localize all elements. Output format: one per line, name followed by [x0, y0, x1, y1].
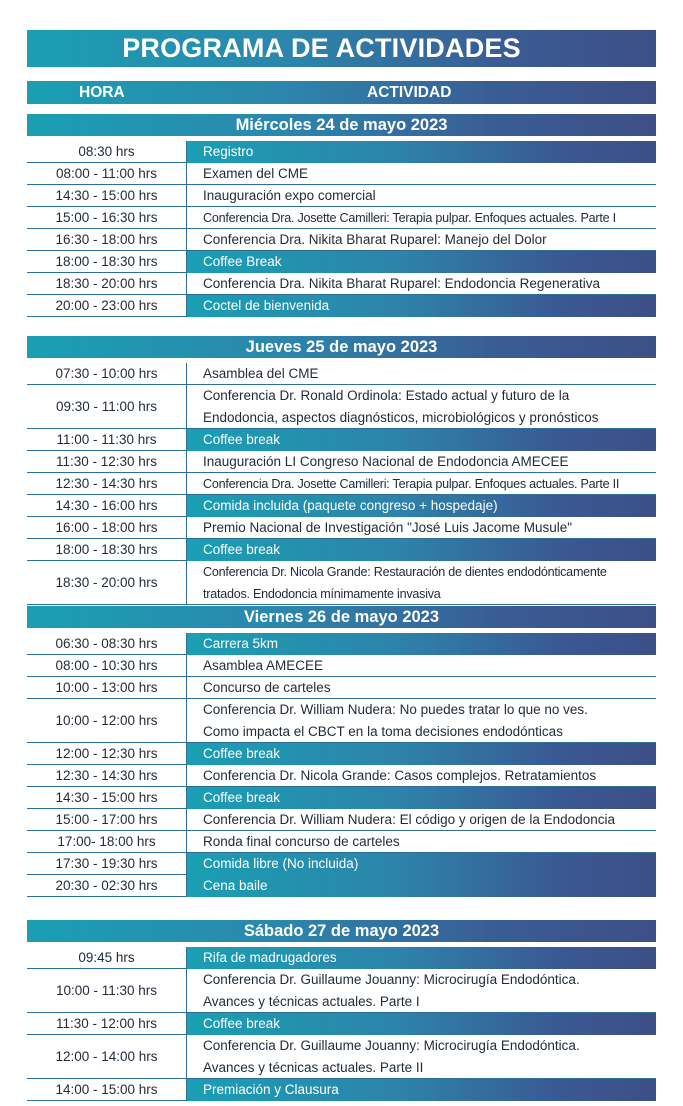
activity-line: Rifa de madrugadores — [203, 950, 337, 965]
row-divider — [27, 604, 656, 605]
schedule-row — [27, 677, 656, 699]
activity-line: Avances y técnicas actuales. Parte II — [203, 1060, 424, 1075]
activity-line: Premio Nacional de Investigación "José Luis Jacome Musule" — [203, 520, 573, 535]
row-time: 12:30 - 14:30 hrs — [55, 476, 158, 491]
row-time: 12:30 - 14:30 hrs — [55, 768, 158, 783]
row-activity-highlight — [186, 875, 656, 897]
activity-line: Conferencia Dr. Nicola Grande: Casos complejos. Retratamientos — [203, 768, 597, 783]
row-activity-highlight — [186, 1079, 656, 1101]
row-time: 18:00 - 18:30 hrs — [55, 542, 158, 557]
activity-line: Premiación y Clausura — [203, 1082, 339, 1097]
schedule-row — [27, 809, 656, 831]
activity-line: Avances y técnicas actuales. Parte I — [203, 994, 420, 1009]
activity-line: Como impacta el CBCT en la toma decisiones endodónticas — [203, 724, 563, 739]
activity-line: Comida libre (No incluida) — [203, 856, 359, 871]
row-divider — [27, 316, 186, 317]
row-activity — [186, 163, 656, 185]
row-time: 11:30 - 12:30 hrs — [55, 454, 158, 469]
row-activity — [186, 677, 656, 699]
schedule-row — [27, 517, 656, 539]
column-header-hora: HORA — [79, 84, 125, 101]
row-time: 07:30 - 10:00 hrs — [55, 366, 158, 381]
activity-line: Conferencia Dr. William Nudera: El código y origen de la Endodoncia — [203, 812, 615, 827]
activity-line: Conferencia Dr. Guillaume Jouanny: Microcirugía Endodóntica. — [203, 1038, 580, 1053]
row-activity-highlight — [186, 495, 656, 517]
schedule-row — [27, 787, 656, 809]
row-activity-highlight — [186, 251, 656, 273]
schedule-row — [27, 831, 656, 853]
row-activity — [186, 451, 656, 473]
row-time: 14:30 - 16:00 hrs — [55, 498, 158, 513]
activity-line: Registro — [203, 144, 254, 159]
row-time: 16:00 - 18:00 hrs — [55, 520, 158, 535]
schedule-row — [27, 561, 656, 605]
activity-line: Cena baile — [203, 878, 268, 893]
row-time: 11:30 - 12:00 hrs — [55, 1016, 158, 1031]
row-time: 08:00 - 10:30 hrs — [55, 658, 158, 673]
schedule-row — [27, 295, 656, 317]
program-title-banner — [27, 30, 656, 67]
schedule-row — [27, 743, 656, 765]
schedule-row — [27, 451, 656, 473]
activity-line: Conferencia Dra. Nikita Bharat Ruparel: Endodoncia Regenerativa — [203, 276, 600, 291]
activity-line: Examen del CME — [203, 166, 309, 181]
row-divider — [27, 896, 186, 897]
row-activity — [186, 517, 656, 539]
schedule-row — [27, 875, 656, 897]
schedule-row — [27, 141, 656, 163]
row-activity-highlight — [186, 947, 656, 969]
row-time: 14:30 - 15:00 hrs — [55, 188, 158, 203]
row-activity — [186, 363, 656, 385]
schedule-row — [27, 633, 656, 655]
activity-line: Carrera 5km — [203, 636, 279, 651]
program-title: PROGRAMA DE ACTIVIDADES — [122, 33, 521, 63]
row-time: 10:00 - 11:30 hrs — [55, 983, 158, 998]
row-time: 20:30 - 02:30 hrs — [55, 878, 158, 893]
row-time: 16:30 - 18:00 hrs — [55, 232, 158, 247]
day-header: Sábado 27 de mayo 2023 — [27, 920, 656, 942]
schedule-row — [27, 1013, 656, 1035]
row-time: 15:00 - 17:00 hrs — [55, 812, 158, 827]
schedule-row — [27, 699, 656, 743]
activity-line: Coffee break — [203, 542, 281, 557]
row-time: 18:30 - 20:00 hrs — [55, 276, 158, 291]
activity-line: Comida incluida (paquete congreso + hospedaje) — [203, 498, 498, 513]
row-activity — [186, 831, 656, 853]
activity-line: Conferencia Dra. Josette Camilleri: Terapia pulpar. Enfoques actuales. Parte I — [203, 211, 616, 225]
row-activity — [186, 473, 656, 495]
schedule-row — [27, 539, 656, 561]
row-time: 08:30 hrs — [78, 144, 135, 159]
row-time: 18:30 - 20:00 hrs — [55, 575, 158, 590]
activity-line: Coffee break — [203, 746, 281, 761]
row-activity — [186, 561, 656, 605]
activity-line: Conferencia Dr. Nicola Grande: Restauración de dientes endodónticamente — [203, 565, 607, 579]
row-time: 06:30 - 08:30 hrs — [55, 636, 158, 651]
row-activity — [186, 655, 656, 677]
schedule-row — [27, 163, 656, 185]
schedule-row — [27, 363, 656, 385]
row-activity — [186, 229, 656, 251]
column-header-actividad: ACTIVIDAD — [367, 84, 452, 101]
row-time: 20:00 - 23:00 hrs — [55, 298, 158, 313]
activity-line: Conferencia Dra. Josette Camilleri: Terapia pulpar. Enfoques actuales. Parte II — [203, 477, 620, 491]
activity-line: Endodoncia, aspectos diagnósticos, microbiológicos y pronósticos — [203, 410, 599, 425]
row-activity — [186, 273, 656, 295]
schedule-row — [27, 185, 656, 207]
row-activity-highlight — [186, 787, 656, 809]
activity-line: Coffee Break — [203, 254, 282, 269]
activity-line: Ronda final concurso de carteles — [203, 834, 400, 849]
column-header-bar — [27, 81, 656, 104]
row-time: 18:00 - 18:30 hrs — [55, 254, 158, 269]
activity-line: Coffee break — [203, 1016, 281, 1031]
day-header: Jueves 25 de mayo 2023 — [27, 336, 656, 358]
row-activity — [186, 385, 656, 429]
row-activity — [186, 809, 656, 831]
row-activity — [186, 1035, 656, 1079]
row-time: 14:00 - 15:00 hrs — [55, 1082, 158, 1097]
activity-line: tratados. Endodoncia mínimamente invasiva — [203, 587, 441, 601]
activity-line: Conferencia Dr. William Nudera: No puedes tratar lo que no ves. — [203, 702, 588, 717]
row-time: 09:45 hrs — [78, 950, 135, 965]
schedule-row — [27, 655, 656, 677]
row-activity — [186, 207, 656, 229]
row-activity — [186, 699, 656, 743]
activity-line: Conferencia Dr. Ronald Ordinola: Estado actual y futuro de la — [203, 388, 570, 403]
schedule-row — [27, 207, 656, 229]
row-activity — [186, 185, 656, 207]
row-activity-highlight — [186, 141, 656, 163]
schedule-row — [27, 473, 656, 495]
schedule-row — [27, 385, 656, 429]
activity-line: Asamblea del CME — [203, 366, 319, 381]
schedule-row — [27, 229, 656, 251]
activity-line: Coctel de bienvenida — [203, 298, 330, 313]
row-time: 17:30 - 19:30 hrs — [55, 856, 158, 871]
day-header: Viernes 26 de mayo 2023 — [27, 606, 656, 628]
activity-line: Conferencia Dr. Guillaume Jouanny: Microcirugía Endodóntica. — [203, 972, 580, 987]
row-time: 08:00 - 11:00 hrs — [55, 166, 158, 181]
schedule-row — [27, 969, 656, 1013]
row-activity-highlight — [186, 633, 656, 655]
schedule-row — [27, 853, 656, 875]
schedule-row — [27, 1079, 656, 1101]
row-activity-highlight — [186, 853, 656, 875]
row-time: 10:00 - 12:00 hrs — [55, 713, 158, 728]
schedule-row — [27, 1035, 656, 1079]
row-time: 14:30 - 15:00 hrs — [55, 790, 158, 805]
activity-line: Inauguración expo comercial — [203, 188, 376, 203]
schedule-row — [27, 765, 656, 787]
activity-line: Inauguración LI Congreso Nacional de Endodoncia AMECEE — [203, 454, 569, 469]
row-activity — [186, 765, 656, 787]
row-time: 11:00 - 11:30 hrs — [56, 432, 157, 447]
row-time: 15:00 - 16:30 hrs — [55, 210, 158, 225]
day-header: Miércoles 24 de mayo 2023 — [27, 114, 656, 136]
activity-line: Coffee break — [203, 432, 281, 447]
activity-line: Concurso de carteles — [203, 680, 331, 695]
row-time: 17:00- 18:00 hrs — [57, 834, 156, 849]
schedule-row — [27, 251, 656, 273]
row-activity-highlight — [186, 539, 656, 561]
schedule-row — [27, 947, 656, 969]
row-activity-highlight — [186, 429, 656, 451]
schedule-row — [27, 429, 656, 451]
row-time: 10:00 - 13:00 hrs — [55, 680, 158, 695]
activity-line: Conferencia Dra. Nikita Bharat Ruparel: Manejo del Dolor — [203, 232, 547, 247]
schedule-row — [27, 495, 656, 517]
schedule-row — [27, 273, 656, 295]
activity-line: Asamblea AMECEE — [203, 658, 324, 673]
row-time: 12:00 - 12:30 hrs — [55, 746, 158, 761]
row-activity — [186, 969, 656, 1013]
row-time: 09:30 - 11:00 hrs — [55, 399, 158, 414]
row-activity-highlight — [186, 743, 656, 765]
activity-line: Coffee break — [203, 790, 281, 805]
row-time: 12:00 - 14:00 hrs — [55, 1049, 158, 1064]
row-divider — [27, 1100, 186, 1101]
row-activity-highlight — [186, 295, 656, 317]
row-activity-highlight — [186, 1013, 656, 1035]
